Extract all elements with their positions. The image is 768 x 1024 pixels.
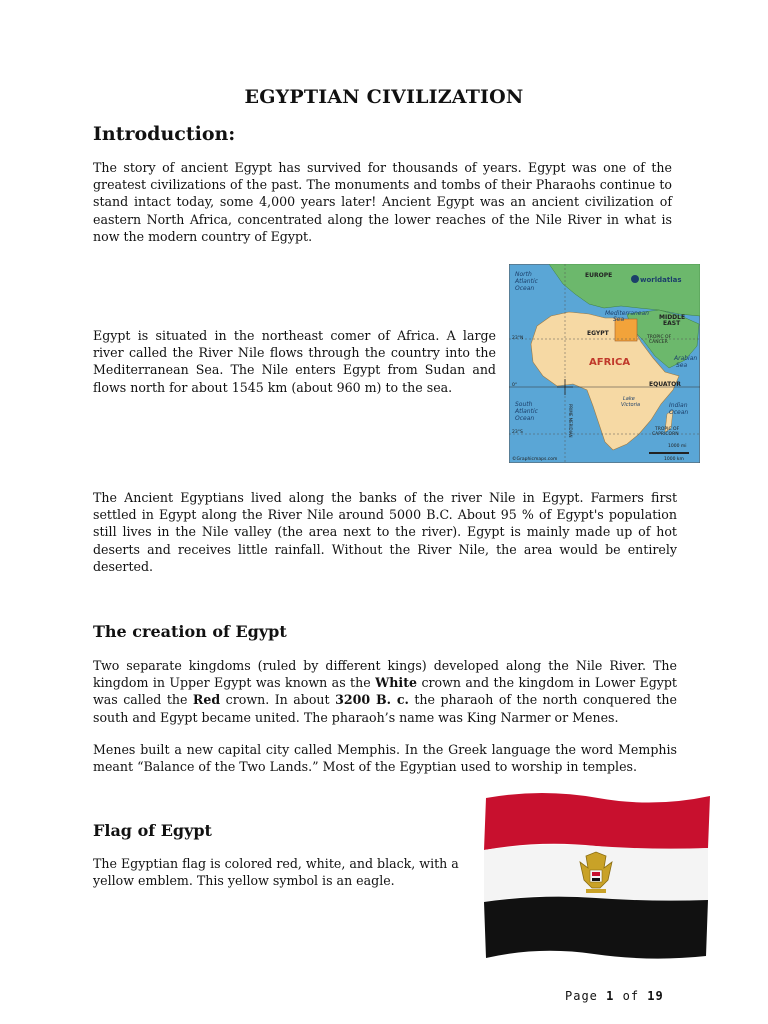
label-north-atlantic-2: Atlantic bbox=[515, 278, 538, 285]
red-crown-text: Red bbox=[192, 692, 221, 708]
introduction-heading: Introduction: bbox=[93, 123, 236, 145]
label-lat-23s: 23°S bbox=[512, 430, 523, 435]
label-lat-23n: 23°N bbox=[512, 336, 524, 341]
page-footer: Page 1 of 19 bbox=[565, 989, 664, 1003]
label-indian-ocean-2: Ocean bbox=[669, 409, 689, 416]
intro-paragraph-2: Egypt is situated in the northeast comer of Africa. A large river called the River Nile flows through the country into the Mediterranean Sea. The Nile enters Egypt from Sudan and flows north for about 1545 km (about 960 m) to the sea. bbox=[93, 328, 496, 395]
label-med-sea-1: Mediterranean bbox=[605, 310, 649, 317]
label-equator: EQUATOR bbox=[649, 381, 681, 388]
label-arabian-sea-1: Arabian bbox=[674, 355, 698, 362]
year-text: 3200 B. c. bbox=[335, 692, 409, 708]
label-tropic-capricorn-1: TROPIC OF bbox=[655, 427, 680, 432]
intro-paragraph-3: The Ancient Egyptians lived along the banks of the river Nile in Egypt. Farmers first settled in Egypt along the River Nile around 5000 B.C. About 95 % of Egypt's population still lives in the Nile valley (the area next to the river). Egypt is mainly made up of hot deserts and receives little rainfall. Without the River Nile, the area would be entirely deserted. bbox=[93, 490, 677, 574]
creation-heading: The creation of Egypt bbox=[93, 622, 287, 641]
globe-icon bbox=[631, 275, 639, 283]
label-middle-east-1: MIDDLE bbox=[659, 314, 686, 321]
label-prime-meridian: PRIME MERIDIAN bbox=[568, 404, 573, 438]
total-pages-number: 19 bbox=[647, 989, 664, 1003]
white-crown-text: White bbox=[375, 675, 418, 691]
label-lat-0: 0° bbox=[512, 383, 518, 388]
label-indian-ocean-1: Indian bbox=[669, 402, 688, 409]
label-scale-km: 1000 km bbox=[664, 457, 684, 462]
label-tropic-cancer-2: CANCER bbox=[649, 340, 668, 345]
creation-paragraph-1: Two separate kingdoms (ruled by different kings) developed along the Nile River. The kingdom in Upper Egypt was known as the White crown and the kingdom in Lower Egypt was called the Red crown. In about 3200 B. c. the pharaoh of the north conquered the south and Egypt became united. The pharaoh’s name was King Narmer or Menes. bbox=[93, 658, 677, 725]
label-lake-victoria-1: Lake bbox=[623, 396, 635, 402]
flag-heading: Flag of Egypt bbox=[93, 821, 212, 840]
label-tropic-cancer-1: TROPIC OF bbox=[647, 335, 672, 340]
label-africa: AFRICA bbox=[589, 357, 631, 368]
label-north-atlantic-3: Ocean bbox=[515, 285, 535, 292]
label-south-atlantic-3: Ocean bbox=[515, 415, 535, 422]
label-europe: EUROPE bbox=[585, 272, 613, 279]
label-north-atlantic-1: North bbox=[515, 271, 532, 278]
intro-paragraph-1: The story of ancient Egypt has survived for thousands of years. Egypt was one of the greatest civilizations of the past. The monuments and tombs of their Pharaohs continue to stand intact today, some 4,000 years later! Ancient Egypt was an ancient civilization of eastern North Africa, concentrated along the lower reaches of the Nile River in what is now the modern country of Egypt. bbox=[93, 160, 672, 244]
label-credit: ©Graphicmaps.com bbox=[512, 457, 558, 462]
label-middle-east-2: EAST bbox=[663, 320, 681, 327]
africa-map-image bbox=[509, 264, 700, 463]
document-title: EGYPTIAN CIVILIZATION bbox=[244, 86, 524, 108]
label-arabian-sea-2: Sea bbox=[676, 362, 688, 369]
label-south-atlantic-2: Atlantic bbox=[515, 408, 538, 415]
creation-paragraph-2: Menes built a new capital city called Memphis. In the Greek language the word Memphis meant “Balance of the Two Lands.” Most of the Egyptian used to worship in temples. bbox=[93, 742, 677, 775]
flag-paragraph: The Egyptian flag is colored red, white, and black, with a yellow emblem. This yellow symbol is an eagle. bbox=[93, 856, 459, 889]
label-lake-victoria-2: Victoria bbox=[621, 402, 641, 408]
label-worldatlas-brand: worldatlas bbox=[640, 276, 682, 284]
label-egypt: EGYPT bbox=[587, 330, 609, 337]
label-tropic-capricorn-2: CAPRICORN bbox=[652, 432, 679, 437]
current-page-number: 1 bbox=[606, 989, 615, 1003]
label-scale-miles: 1000 mi bbox=[668, 444, 687, 449]
egypt-flag-image bbox=[482, 790, 710, 962]
label-med-sea-2: Sea bbox=[613, 316, 625, 323]
label-south-atlantic-1: South bbox=[515, 401, 533, 408]
